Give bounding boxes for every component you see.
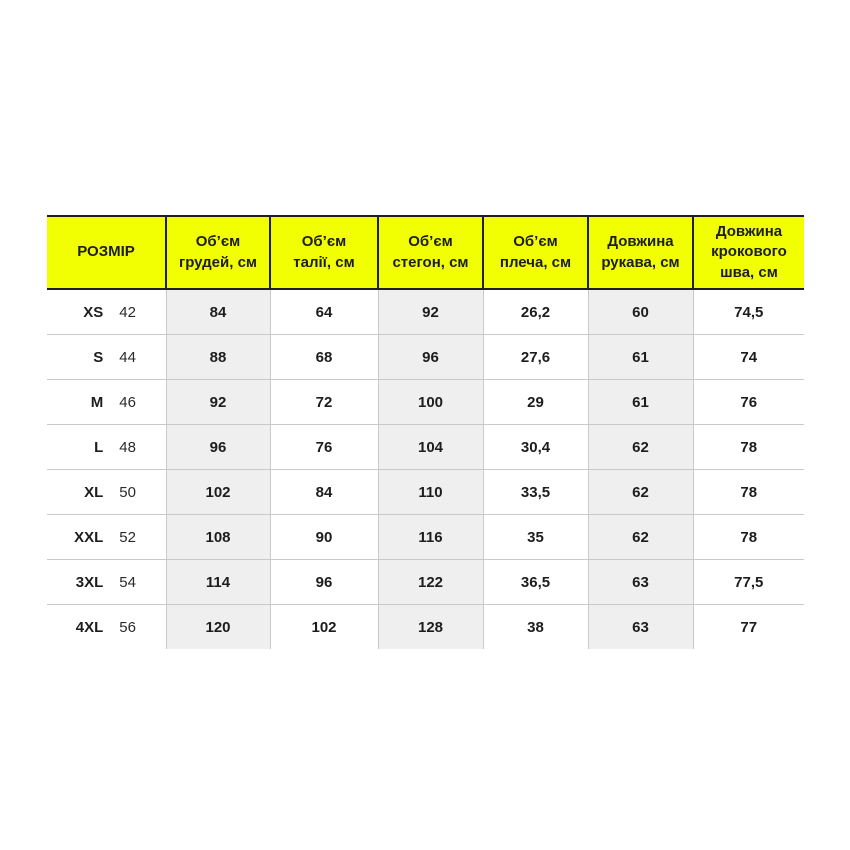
size-label: 3XL (75, 573, 104, 591)
size-number: 48 (119, 438, 136, 456)
size-number: 52 (119, 528, 136, 546)
table-row (47, 335, 804, 380)
header-cell-1: Об’єм грудей, см (166, 216, 270, 289)
value-cell: 78 (693, 425, 804, 470)
header-cell-5: Довжина рукава, см (588, 216, 693, 289)
value-cell: 102 (166, 470, 270, 515)
value-cell: 30,4 (483, 425, 588, 470)
size-label: XL (84, 483, 104, 501)
value-cell: 36,5 (483, 560, 588, 605)
value-cell: 78 (693, 515, 804, 560)
size-cell (47, 470, 166, 515)
value-cell: 77 (693, 605, 804, 650)
size-number: 54 (119, 573, 136, 591)
value-cell: 120 (166, 605, 270, 650)
value-cell: 96 (270, 560, 378, 605)
size-number: 44 (119, 348, 136, 366)
value-cell: 84 (270, 470, 378, 515)
value-cell: 64 (270, 289, 378, 335)
value-cell: 78 (693, 470, 804, 515)
value-cell: 38 (483, 605, 588, 650)
header-cell-3: Об’єм стегон, см (378, 216, 483, 289)
header-cell-6: Довжина крокового шва, см (693, 216, 804, 289)
value-cell: 76 (270, 425, 378, 470)
value-cell: 77,5 (693, 560, 804, 605)
value-cell: 128 (378, 605, 483, 650)
value-cell: 100 (378, 380, 483, 425)
size-cell (47, 380, 166, 425)
size-label: M (90, 393, 104, 411)
value-cell: 104 (378, 425, 483, 470)
value-cell: 35 (483, 515, 588, 560)
value-cell: 68 (270, 335, 378, 380)
header-cell-4: Об’єм плеча, см (483, 216, 588, 289)
value-cell: 92 (166, 380, 270, 425)
value-cell: 61 (588, 335, 693, 380)
value-cell: 27,6 (483, 335, 588, 380)
value-cell: 29 (483, 380, 588, 425)
size-label: XXL (74, 528, 104, 546)
table-row (47, 425, 804, 470)
value-cell: 63 (588, 605, 693, 650)
size-cell (47, 605, 166, 650)
value-cell: 62 (588, 515, 693, 560)
size-cell (47, 560, 166, 605)
header-row (47, 216, 804, 289)
table-row (47, 560, 804, 605)
table-body (47, 289, 804, 649)
value-cell: 90 (270, 515, 378, 560)
value-cell: 114 (166, 560, 270, 605)
value-cell: 122 (378, 560, 483, 605)
size-number: 42 (119, 303, 136, 321)
value-cell: 60 (588, 289, 693, 335)
table-row (47, 380, 804, 425)
size-number: 50 (119, 483, 136, 501)
value-cell: 96 (378, 335, 483, 380)
size-cell (47, 289, 166, 335)
size-cell (47, 515, 166, 560)
size-label: S (93, 348, 104, 366)
value-cell: 74,5 (693, 289, 804, 335)
value-cell: 108 (166, 515, 270, 560)
size-chart-table (47, 215, 804, 649)
value-cell: 102 (270, 605, 378, 650)
value-cell: 72 (270, 380, 378, 425)
table-row (47, 515, 804, 560)
header-cell-2: Об’єм талії, см (270, 216, 378, 289)
value-cell: 26,2 (483, 289, 588, 335)
table-header (47, 216, 804, 289)
table-row (47, 470, 804, 515)
value-cell: 76 (693, 380, 804, 425)
value-cell: 116 (378, 515, 483, 560)
value-cell: 84 (166, 289, 270, 335)
size-cell (47, 335, 166, 380)
value-cell: 110 (378, 470, 483, 515)
value-cell: 61 (588, 380, 693, 425)
value-cell: 88 (166, 335, 270, 380)
size-number: 56 (119, 618, 136, 636)
size-label: XS (83, 303, 104, 321)
size-label: L (94, 438, 104, 456)
value-cell: 92 (378, 289, 483, 335)
size-cell (47, 425, 166, 470)
table-row (47, 605, 804, 650)
value-cell: 33,5 (483, 470, 588, 515)
size-label: 4XL (75, 618, 104, 636)
table-row (47, 289, 804, 335)
value-cell: 96 (166, 425, 270, 470)
value-cell: 74 (693, 335, 804, 380)
value-cell: 63 (588, 560, 693, 605)
size-number: 46 (119, 393, 136, 411)
size-chart-container (47, 215, 804, 649)
value-cell: 62 (588, 425, 693, 470)
header-cell-0: РОЗМІР (47, 216, 166, 289)
value-cell: 62 (588, 470, 693, 515)
